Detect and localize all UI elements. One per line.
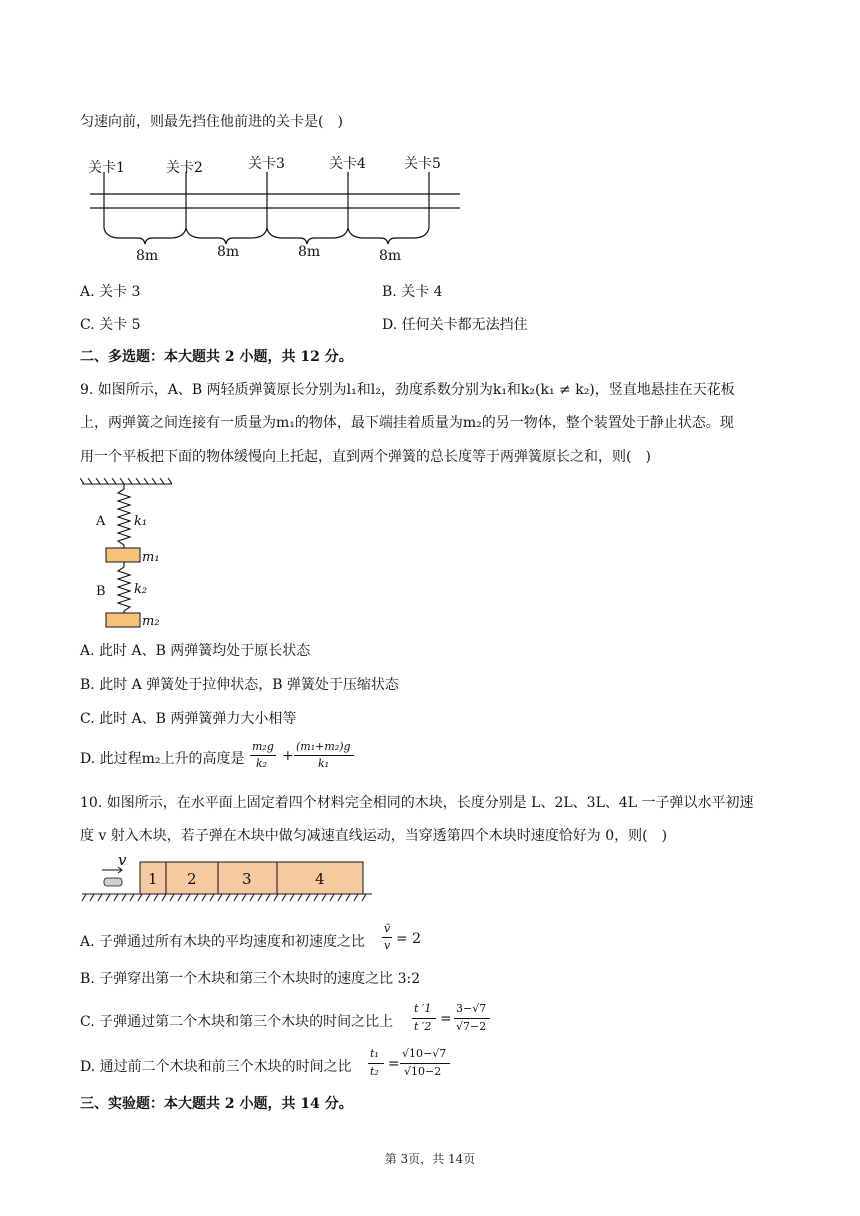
q10-d-bar — [368, 1063, 384, 1064]
spring-a-label: A — [96, 514, 106, 529]
q10-d-frac-num: √10−√7 — [402, 1047, 447, 1060]
q8-option-b: B. 关卡 4 — [382, 284, 443, 300]
q8-stem-tail: 匀速向前，则最先挡住他前进的关卡是( ) — [80, 114, 343, 130]
q9-stem-line-1: 9. 如图所示，A、B 两轻质弹簧原长分别为l₁和l₂，劲度系数分别为k₁和k₂(k₁ ≠ k₂)，竖直地悬挂在天花板 — [80, 382, 735, 398]
q9-d-frac1-bar — [250, 755, 276, 756]
block-label-3: 3 — [242, 870, 252, 888]
q10-d-prefix: D. 通过前二个木块和前三个木块的时间之比 — [80, 1059, 352, 1075]
q10-d-den: t₂ — [370, 1065, 379, 1078]
q9-stem-line-3: 用一个平板把下面的物体缓慢向上托起，直到两个弹簧的总长度等于两弹簧原长之和，则( ) — [80, 449, 651, 465]
q10-d-frac-den: √10−2 — [404, 1065, 442, 1078]
q9-option-d-prefix: D. 此过程m₂上升的高度是 — [80, 751, 245, 767]
q10-option-b: B. 子弹穿出第一个木块和第三个木块时的速度之比 3:2 — [80, 971, 421, 987]
q9-option-b: B. 此时 A 弹簧处于拉伸状态，B 弹簧处于压缩状态 — [80, 677, 399, 693]
q9-d-frac1-den: k₂ — [256, 757, 268, 770]
block-label-2: 2 — [187, 870, 197, 888]
q9-option-c: C. 此时 A、B 两弹簧弹力大小相等 — [80, 711, 297, 727]
q10-d-frac-bar — [400, 1063, 450, 1064]
q9-d-frac2-bar — [294, 755, 354, 756]
q9-d-frac1-num: m₂g — [252, 740, 274, 753]
q10-blocks-figure — [80, 852, 380, 904]
q10-c-den: t ′2 — [414, 1020, 432, 1033]
page-footer: 第 3页，共 14页 — [384, 1152, 476, 1166]
q10-stem-line-1: 10. 如图所示，在水平面上固定着四个材料完全相同的木块，长度分别是 L、2L、3L、4L 一子弹以水平初速 — [80, 795, 754, 811]
k1-label: k₁ — [134, 514, 148, 529]
q10-a-prefix: A. 子弹通过所有木块的平均速度和初速度之比 — [80, 934, 366, 950]
q10-c-num: t ′1 — [414, 1002, 432, 1015]
q10-c-frac-bar — [454, 1018, 490, 1019]
q10-c-frac-den: √7−2 — [456, 1020, 487, 1033]
gate-label-4: 关卡4 — [329, 156, 366, 172]
q9-stem-line-2: 上，两弹簧之间连接有一质量为m₁的物体，最下端挂着质量为m₂的另一物体，整个装置处于静止状态。现 — [80, 415, 734, 431]
q8-option-a: A. 关卡 3 — [80, 284, 141, 300]
q8-gates-figure — [80, 150, 470, 265]
distance-label-1: 8m — [136, 248, 159, 264]
q10-c-prefix: C. 子弹通过第二个木块和第三个木块的时间之比上 — [80, 1014, 394, 1030]
gate-label-5: 关卡5 — [404, 156, 441, 172]
q10-a-num: v̄ — [384, 922, 391, 935]
gate-label-3: 关卡3 — [248, 156, 285, 172]
gate-label-2: 关卡2 — [166, 160, 203, 176]
q10-a-den: v — [384, 939, 391, 952]
gate-label-1: 关卡1 — [88, 160, 125, 176]
q9-d-plus: + — [282, 748, 294, 764]
m1-label: m₁ — [142, 550, 160, 565]
section-2-title: 二、多选题：本大题共 2 小题，共 12 分。 — [80, 349, 353, 365]
q10-a-bar — [382, 937, 392, 938]
block-label-1: 1 — [148, 870, 158, 888]
distance-label-2: 8m — [217, 244, 240, 260]
distance-label-3: 8m — [298, 244, 321, 260]
q8-option-d: D. 任何关卡都无法挡住 — [382, 317, 528, 333]
m2-label: m₂ — [142, 614, 160, 629]
q9-d-frac2-num: (m₁+m₂)g — [296, 740, 351, 753]
q10-d-num: t₁ — [370, 1047, 379, 1060]
k2-label: k₂ — [134, 582, 148, 597]
block-label-4: 4 — [315, 870, 325, 888]
q10-stem-line-2: 度 v 射入木块，若子弹在木块中做匀减速直线运动，当穿透第四个木块时速度恰好为 0，则( ) — [80, 828, 668, 844]
q9-spring-figure — [80, 477, 180, 632]
velocity-label: v — [118, 852, 127, 869]
q10-c-frac-num: 3−√7 — [456, 1002, 487, 1015]
section-3-title: 三、实验题：本大题共 2 小题，共 14 分。 — [80, 1096, 353, 1112]
q8-option-c: C. 关卡 5 — [80, 317, 141, 333]
distance-label-4: 8m — [379, 248, 402, 264]
q10-d-eq: = — [388, 1056, 400, 1072]
q10-a-tail: = 2 — [396, 931, 422, 947]
q10-c-bar — [412, 1018, 436, 1019]
q10-c-eq: = — [440, 1011, 452, 1027]
q9-option-a: A. 此时 A、B 两弹簧均处于原长状态 — [80, 643, 311, 659]
q9-d-frac2-den: k₁ — [318, 757, 330, 770]
spring-b-label: B — [96, 584, 106, 599]
